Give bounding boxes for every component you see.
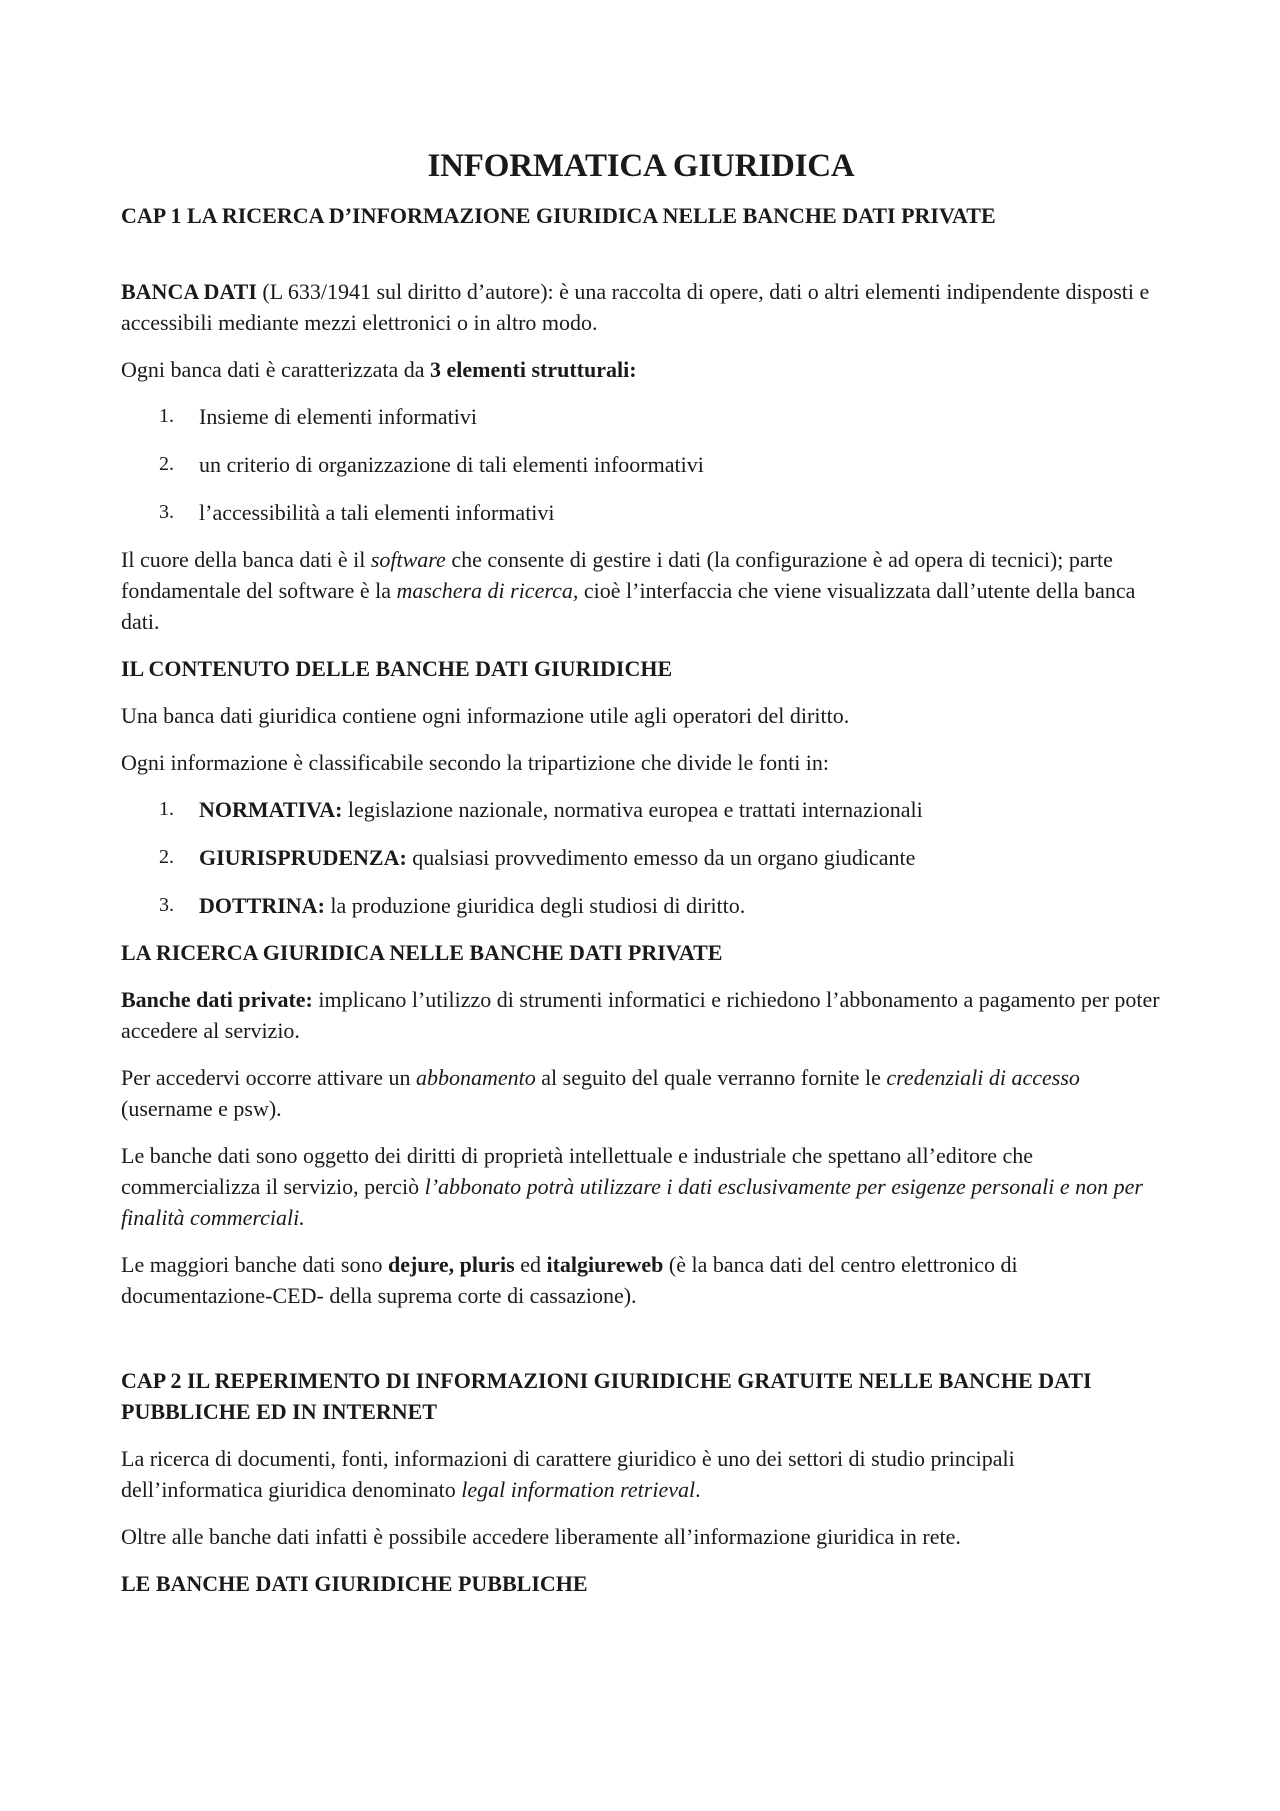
list-item: 1. NORMATIVA: legislazione nazionale, normativa europea e trattati internazionali <box>159 797 923 822</box>
paragraph-software: Il cuore della banca dati è il software che consente di gestire i dati (la configurazione è ad opera di tecnici); parte fondamentale del software è la maschera di ricerca, cioè l’interfaccia che viene visualizzata dall’utente della banca dati. <box>121 547 1136 634</box>
spacer <box>121 231 1161 276</box>
paragraph-rete: Oltre alle banche dati infatti è possibile accedere liberamente all’informazione giuridica in rete. <box>121 1524 961 1549</box>
term-banca-dati: BANCA DATI <box>121 279 257 304</box>
paragraph-abbonamento: Per accedervi occorre attivare un abbonamento al seguito del quale verranno fornite le credenziali di accesso (username e psw). <box>121 1065 1080 1121</box>
chapter-2-heading: CAP 2 IL REPERIMENTO DI INFORMAZIONI GIURIDICHE GRATUITE NELLE BANCHE DATI PUBBLICHE ED IN INTERNET <box>121 1368 1092 1424</box>
list-item: 2. GIURISPRUDENZA: qualsiasi provvedimento emesso da un organo giudicante <box>159 845 916 870</box>
paragraph-diritti: Le banche dati sono oggetto dei diritti di proprietà intellettuale e industriale che spettano all’editore che commercializza il servizio, perciò l’abbonato potrà utilizzare i dati esclusivamente per esigenze personali e non per finalità commerciali. <box>121 1143 1143 1230</box>
paragraph-legal-retrieval: La ricerca di documenti, fonti, informazioni di carattere giuridico è uno dei settori di studio principali dell’informatica giuridica denominato legal information retrieval. <box>121 1446 1015 1502</box>
section-heading-contenuto: IL CONTENUTO DELLE BANCHE DATI GIURIDICHE <box>121 656 673 681</box>
paragraph-contenuto: Una banca dati giuridica contiene ogni informazione utile agli operatori del diritto. <box>121 703 850 728</box>
document-title: INFORMATICA GIURIDICA <box>427 148 855 184</box>
spacer <box>121 1327 1161 1365</box>
document-content <box>121 146 1161 1615</box>
list-fonti <box>121 794 1161 921</box>
list-elementi-strutturali <box>121 401 1161 528</box>
paragraph-elementi-strutturali: Ogni banca dati è caratterizzata da 3 elementi strutturali: <box>121 357 637 382</box>
list-item: 3. l’accessibilità a tali elementi informativi <box>159 500 555 525</box>
list-item: 3. DOTTRINA: la produzione giuridica degli studiosi di diritto. <box>159 893 746 918</box>
paragraph-banche-private: Banche dati private: implicano l’utilizzo di strumenti informatici e richiedono l’abbonamento a pagamento per poter accedere al servizio. <box>121 987 1160 1043</box>
chapter-1-heading: CAP 1 LA RICERCA D’INFORMAZIONE GIURIDICA NELLE BANCHE DATI PRIVATE <box>121 203 996 228</box>
list-item: 2. un criterio di organizzazione di tali elementi infoormativi <box>159 452 704 477</box>
section-heading-ricerca-private: LA RICERCA GIURIDICA NELLE BANCHE DATI PRIVATE <box>121 940 723 965</box>
paragraph-maggiori-banche: Le maggiori banche dati sono dejure, pluris ed italgiureweb (è la banca dati del centro elettronico di documentazione-CED- della suprema corte di cassazione). <box>121 1252 1018 1308</box>
list-item: 1. Insieme di elementi informativi <box>159 404 477 429</box>
section-heading-banche-pubbliche: LE BANCHE DATI GIURIDICHE PUBBLICHE <box>121 1571 588 1596</box>
paragraph-banca-dati: BANCA DATI (L 633/1941 sul diritto d’autore): è una raccolta di opere, dati o altri elementi indipendente disposti e accessibili mediante mezzi elettronici o in altro modo. <box>121 279 1150 335</box>
paragraph-tripartizione: Ogni informazione è classificabile secondo la tripartizione che divide le fonti in: <box>121 750 830 775</box>
